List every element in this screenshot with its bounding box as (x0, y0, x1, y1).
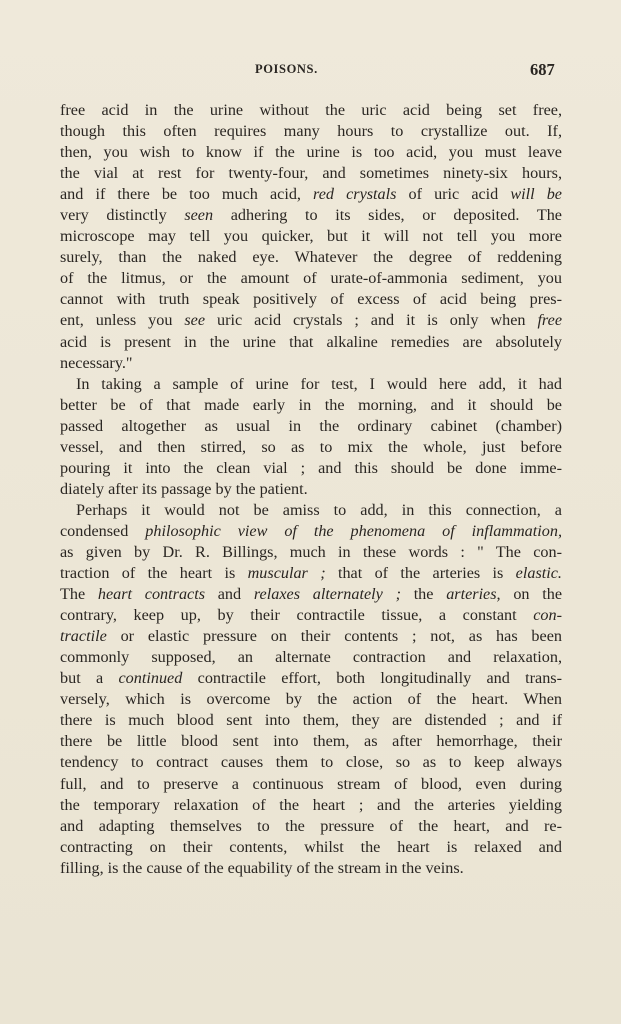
text-line (60, 584, 562, 605)
text-run: adhering to its sides, or deposited. The (213, 206, 562, 225)
running-title: POISONS. (255, 62, 318, 76)
text-line (60, 374, 562, 395)
text-run: on the (500, 585, 562, 604)
text-line (60, 647, 562, 668)
text-run: microscope may tell you quicker, but it will not tell you more (60, 227, 562, 246)
text-line (60, 163, 562, 184)
page-header (0, 60, 621, 80)
text-run: the temporary relaxation of the heart ; and the arteries yielding (60, 795, 562, 814)
text-line (60, 247, 562, 268)
text-run: tendency to contract causes them to close, so as to keep always (60, 753, 562, 772)
text-line (60, 142, 562, 163)
text-line (60, 837, 562, 858)
text-line (60, 858, 562, 879)
text-line (60, 521, 562, 542)
text-line (60, 289, 562, 310)
text-run: contrary, keep up, by their contractile tissue, a constant (60, 606, 534, 625)
text-run: commonly supposed, an alternate contraction and relaxation, (60, 648, 562, 667)
text-run: necessary." (60, 353, 133, 372)
text-line (60, 668, 562, 689)
text-run: condensed (60, 521, 146, 540)
text-line (60, 816, 562, 837)
text-line (60, 395, 562, 416)
italic-run: arteries, (446, 585, 501, 604)
text-run: pouring it into the clean vial ; and this should be done imme- (60, 458, 562, 477)
text-line (60, 437, 562, 458)
text-line (60, 479, 562, 500)
text-line (60, 542, 562, 563)
text-run: and (205, 585, 254, 604)
text-run: ent, unless you (60, 311, 185, 330)
text-line (60, 332, 562, 353)
text-line (60, 500, 562, 521)
text-run: diately after its passage by the patient. (60, 479, 308, 498)
text-run: filling, is the cause of the equability of the stream in the veins. (60, 858, 464, 877)
text-run: as given by Dr. R. Billings, much in these words : " The con- (60, 542, 562, 561)
text-run: that of the arteries is (325, 564, 516, 583)
page-number: 687 (530, 60, 555, 79)
text-run: The (60, 585, 98, 604)
text-line (60, 310, 562, 331)
italic-run: tractile (60, 627, 107, 646)
italic-run: free (537, 311, 563, 330)
text-line (60, 689, 562, 710)
text-run: vessel, and then stirred, so as to mix the whole, just before (60, 437, 562, 456)
text-run: and if there be too much acid, (60, 185, 314, 204)
text-run: very distinctly (60, 206, 185, 225)
text-run: the (400, 585, 447, 604)
italic-run: heart contracts (97, 585, 206, 604)
text-run: though this often requires many hours to crystallize out. If, (60, 122, 562, 141)
text-run: surely, than the naked eye. Whatever the degree of reddening (60, 248, 562, 267)
italic-run: will be (510, 185, 562, 204)
text-line (60, 184, 562, 205)
text-run: then, you wish to know if the urine is too acid, you must leave (60, 143, 562, 162)
text-run: passed altogether as usual in the ordinary cabinet (chamber) (60, 416, 562, 435)
text-line (60, 416, 562, 437)
italic-run: philosophic view of the phenomena of inflammation, (145, 521, 563, 540)
text-run: full, and to preserve a continuous stream of blood, even during (60, 774, 562, 793)
text-run: uric acid crystals ; and it is only when (205, 311, 538, 330)
text-line (60, 710, 562, 731)
text-line (60, 752, 562, 773)
paragraph (60, 100, 562, 374)
italic-run: elastic. (515, 564, 562, 583)
text-run: and adapting themselves to the pressure of the heart, and re- (60, 816, 562, 835)
text-run: versely, which is overcome by the action of the heart. When (60, 690, 562, 709)
text-line (60, 795, 562, 816)
text-line (60, 205, 562, 226)
text-run: acid is present in the urine that alkaline remedies are absolutely (60, 332, 562, 351)
text-line (60, 626, 562, 647)
italic-run: relaxes alternately ; (253, 585, 401, 604)
paragraph (60, 500, 562, 879)
text-line (60, 353, 562, 374)
text-run: contractile effort, both longitudinally and trans- (182, 669, 562, 688)
italic-run: continued (118, 669, 183, 688)
text-line (60, 226, 562, 247)
italic-run: see (184, 311, 206, 330)
italic-run: con- (533, 606, 562, 625)
italic-run: muscular ; (247, 564, 326, 583)
body-text (60, 100, 562, 879)
text-run: or elastic pressure on their contents ; not, as has been (106, 627, 562, 646)
italic-run: seen (184, 206, 214, 225)
text-run: contracting on their contents, whilst the heart is relaxed and (60, 837, 562, 856)
text-line (60, 268, 562, 289)
italic-run: red crystals (313, 185, 397, 204)
text-run: there be little blood sent into them, as after hemorrhage, their (60, 732, 562, 751)
text-run: cannot with truth speak positively of excess of acid being pres- (60, 290, 562, 309)
text-run: free acid in the urine without the uric acid being set free, (60, 101, 562, 119)
text-run: there is much blood sent into them, they are distended ; and if (60, 711, 562, 730)
text-line (60, 605, 562, 626)
text-run: In taking a sample of urine for test, I would here add, it had (76, 374, 562, 393)
text-run: but a (60, 669, 119, 688)
text-run: better be of that made early in the morning, and it should be (60, 395, 562, 414)
text-line (60, 121, 562, 142)
text-line (60, 731, 562, 752)
text-line (60, 774, 562, 795)
paragraph (60, 374, 562, 500)
text-run: of uric acid (396, 185, 511, 204)
text-run: of the litmus, or the amount of urate-of-ammonia sediment, you (60, 269, 562, 288)
text-run: Perhaps it would not be amiss to add, in this connection, a (76, 500, 562, 519)
text-line (60, 458, 562, 479)
text-run: traction of the heart is (60, 564, 248, 583)
text-line (60, 563, 562, 584)
text-line (60, 100, 562, 121)
text-run: the vial at rest for twenty-four, and sometimes ninety-six hours, (60, 164, 562, 183)
